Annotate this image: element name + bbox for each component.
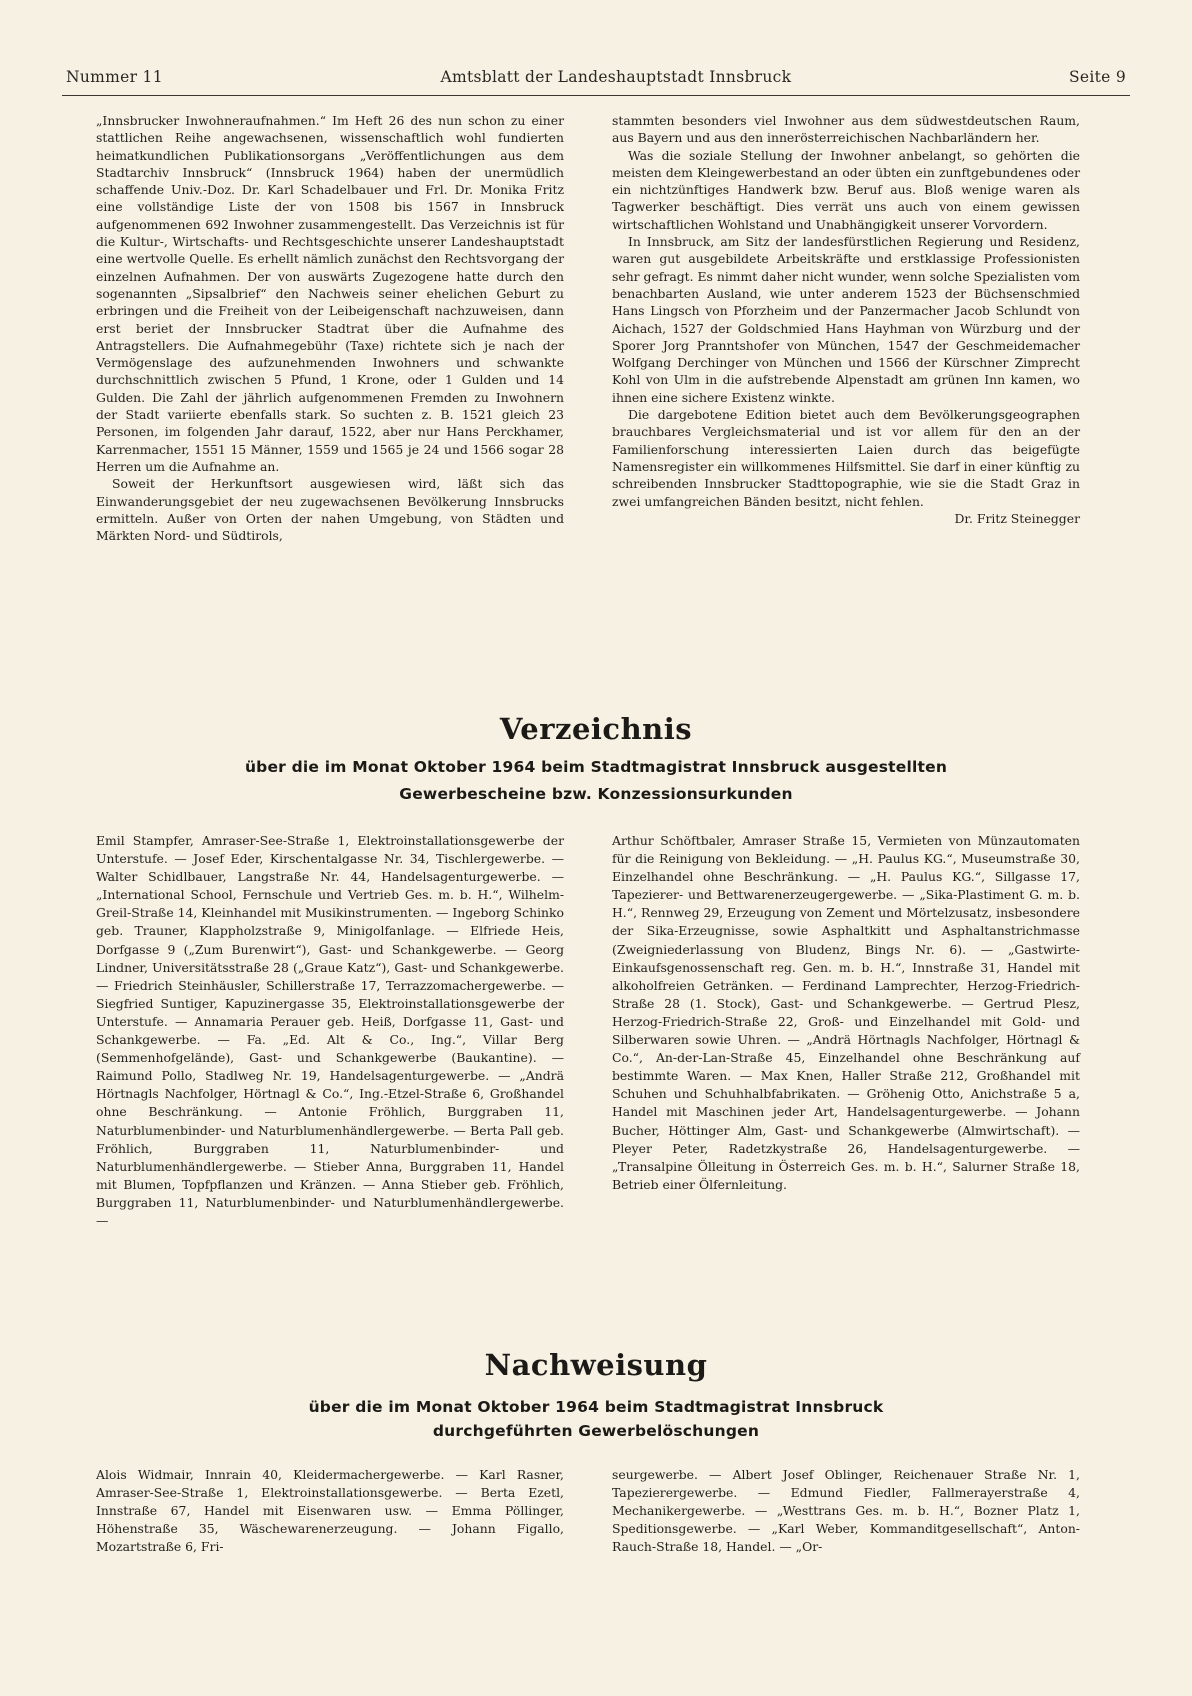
- article-paragraph: Die dargebotene Edition bietet auch dem Bevölkerungsgeographen brauchbares Vergleichsmaterial und ist vor allem für den an der Familienforschung interessierten Laien durch das beigefügte Namensregister ein willkommenes Hilfsmittel. Sie darf in einer künftig zu schreibenden Innsbrucker Stadttopographie, wie sie die Stadt Graz in zwei umfangreichen Bänden besitzt, nicht fehlen.: [612, 407, 1080, 509]
- nachweisung-subtitle-2: durchgeführten Gewerbelöschungen: [432, 1422, 760, 1440]
- verzeichnis-right-column: [612, 832, 1080, 1194]
- article-right-column: [612, 112, 1080, 527]
- issue-number: Nummer 11: [66, 68, 163, 86]
- nachweisung-subheading: [0, 1398, 1192, 1440]
- verzeichnis-heading: [0, 712, 1192, 746]
- article-paragraph: „Innsbrucker Inwohneraufnahmen.“ Im Heft 26 des nun schon zu einer stattlichen Reihe angewachsenen, wissenschaftlich wohl fundierten heimatkundlichen Publikationsorgans „Veröffentlichungen aus dem Stadtarchiv Innsbruck“ (Innsbruck 1964) haben der unermüdlich schaffende Univ.-Doz. Dr. Karl Schadelbauer und Frl. Dr. Monika Fritz eine vollständige Liste der von 1508 bis 1567 in Innsbruck aufgenommenen 692 Inwohner zusammengestellt. Das Verzeichnis ist für die Kultur-, Wirtschafts- und Rechtsgeschichte unserer Landeshauptstadt eine wertvolle Quelle. Es erhellt nämlich zunächst den Rechtsvorgang der einzelnen Aufnahmen. Der von auswärts Zugezogene hatte durch den sogenannten „Sipsalbrief“ den Nachweis seiner ehelichen Geburt zu erbringen und die Freiheit von der Leibeigenschaft nachzuweisen, dann erst beriet der Innsbrucker Stadtrat über die Aufnahme des Antragstellers. Die Aufnahmegebühr (Taxe) richtete sich je nach der Vermögenslage des aufzunehmenden Inwohners und schwankte durchschnittlich zwischen 5 Pfund, 1 Krone, oder 1 Gulden und 14 Gulden. Die Zahl der jährlich aufgenommenen Fremden zu Inwohnern der Stadt variierte ebenfalls stark. So suchten z. B. 1521 gleich 23 Personen, im folgenden Jahr darauf, 1522, aber nur Hans Perckhamer, Karrenmacher, 1551 15 Männer, 1559 und 1565 je 24 und 1566 sogar 28 Herren um die Aufnahme an.: [96, 113, 564, 474]
- verzeichnis-entries-left: Emil Stampfer, Amraser-See-Straße 1, Elektroinstallationsgewerbe der Unterstufe. — Josef Eder, Kirschentalgasse Nr. 34, Tischlergewerbe. — Walter Schidlbauer, Langstraße Nr. 44, Handelsagenturgewerbe. — „International School, Fernschule und Vertrieb Ges. m. b. H.“, Wilhelm-Greil-Straße 14, Kleinhandel mit Musikinstrumenten. — Ingeborg Schinko geb. Trauner, Klappholzstraße 9, Minigolfanlage. — Elfriede Heis, Dorfgasse 9 („Zum Burenwirt“), Gast- und Schankgewerbe. — Georg Lindner, Universitätsstraße 28 („Graue Katz“), Gast- und Schankgewerbe. — Friedrich Steinhäusler, Schillerstraße 17, Terrazzomachergewerbe. — Siegfried Suntiger, Kapuzinergasse 35, Elektroinstallationsgewerbe der Unterstufe. — Annamaria Perauer geb. Heiß, Dorfgasse 11, Gast- und Schankgewerbe. — Fa. „Ed. Alt & Co., Ing.“, Villar Berg (Semmenhofgelände), Gast- und Schankgewerbe (Baukantine). — Raimund Pollo, Stadlweg Nr. 19, Handelsagenturgewerbe. — „Andrä Hörtnagls Nachfolger, Hörtnagl & Co.“, Ing.-Etzel-Straße 6, Großhandel ohne Beschränkung. — Antonie Fröhlich, Burggraben 11, Naturblumenbinder- und Naturblumenhändlergewerbe. — Berta Pall geb. Fröhlich, Burggraben 11, Naturblumenbinder- und Naturblumenhändlergewerbe. — Stieber Anna, Burggraben 11, Handel mit Blumen, Topfpflanzen und Kränzen. — Anna Stieber geb. Fröhlich, Burggraben 11, Naturblumenbinder- und Naturblumenhändlergewerbe. —: [96, 833, 564, 1228]
- nachweisung-entries-right: seurgewerbe. — Albert Josef Oblinger, Reichenauer Straße Nr. 1, Tapezierergewerbe. — Edmund Fiedler, Fallmerayerstraße 4, Mechanikergewerbe. — „Westtrans Ges. m. b. H.“, Bozner Platz 1, Speditionsgewerbe. — „Karl Weber, Kommanditgesellschaft“, Anton-Rauch-Straße 18, Handel. — „Or-: [612, 1467, 1080, 1555]
- page-number: Seite 9: [1068, 68, 1126, 86]
- nachweisung-entries-left: Alois Widmair, Innrain 40, Kleidermachergewerbe. — Karl Rasner, Amraser-See-Straße 1, Elektroinstallationsgewerbe. — Berta Ezetl, Innstraße 67, Handel mit Eisenwaren usw. — Emma Pöllinger, Höhenstraße 35, Wäschewarenerzeugung. — Johann Figallo, Mozartstraße 6, Fri-: [96, 1467, 564, 1555]
- author-signature: Dr. Fritz Steinegger: [954, 510, 1080, 526]
- verzeichnis-left-column: [96, 832, 564, 1230]
- verzeichnis-subtitle-2: Gewerbescheine bzw. Konzessionsurkunden: [399, 785, 793, 803]
- publication-title: Amtsblatt der Landeshauptstadt Innsbruck: [440, 68, 792, 86]
- nachweisung-subtitle-1: über die im Monat Oktober 1964 beim Stadtmagistrat Innsbruck: [308, 1398, 884, 1416]
- nachweisung-title: Nachweisung: [484, 1348, 708, 1382]
- article-paragraph: In Innsbruck, am Sitz der landesfürstlichen Regierung und Residenz, waren gut ausgebildete Arbeitskräfte und erstklassige Professionisten sehr gefragt. Es nimmt daher nicht wunder, wenn solche Spezialisten vom benachbarten Ausland, wie unter anderem 1523 der Büchsenschmied Hans Lingsch von Pforzheim und der Panzermacher Jacob Schlundt von Aichach, 1527 der Goldschmied Hans Hayhman von Würzburg und der Sporer Jorg Pranntshofer von München, 1547 der Geschmeidemacher Wolfgang Derchinger von München und 1566 der Kürschner Zimprecht Kohl von Ulm in die aufstrebende Alpenstadt am grünen Inn kamen, wo ihnen eine sichere Existenz winkte.: [612, 234, 1080, 405]
- article-paragraph: Was die soziale Stellung der Inwohner anbelangt, so gehörten die meisten dem Kleingewerbestand an oder übten ein zunftgebundenes oder ein nichtzünftiges Handwerk bzw. Beruf aus. Bloß wenige waren als Tagwerker beschäftigt. Dies verrät uns auch von einem gewissen wirtschaftlichen Wohlstand und Unabhängigkeit unserer Vorvordern.: [612, 147, 1080, 232]
- page-header: [66, 68, 1126, 86]
- header-rule: [62, 95, 1130, 96]
- verzeichnis-title: Verzeichnis: [499, 712, 693, 746]
- verzeichnis-subtitle-1: über die im Monat Oktober 1964 beim Stadtmagistrat Innsbruck ausgestellten: [244, 758, 948, 776]
- verzeichnis-subheading: [0, 758, 1192, 803]
- article-paragraph: stammten besonders viel Inwohner aus dem südwestdeutschen Raum, aus Bayern und aus den innerösterreichischen Nachbarländern her.: [612, 113, 1080, 146]
- nachweisung-left-column: [96, 1466, 564, 1556]
- nachweisung-heading: [0, 1348, 1192, 1382]
- nachweisung-right-column: [612, 1466, 1080, 1556]
- article-paragraph: Soweit der Herkunftsort ausgewiesen wird, läßt sich das Einwanderungsgebiet der neu zugewachsenen Bevölkerung Innsbrucks ermitteln. Außer von Orten der nahen Umgebung, von Städten und Märkten Nord- und Südtirols,: [96, 476, 564, 544]
- article-left-column: [96, 112, 564, 544]
- verzeichnis-entries-right: Arthur Schöftbaler, Amraser Straße 15, Vermieten von Münzautomaten für die Reinigung von Bekleidung. — „H. Paulus KG.“, Museumstraße 30, Einzelhandel ohne Beschränkung. — „H. Paulus KG.“, Sillgasse 17, Tapezierer- und Bettwarenerzeugergewerbe. — „Sika-Plastiment G. m. b. H.“, Rennweg 29, Erzeugung von Zement und Mörtelzusatz, insbesondere der Sika-Erzeugnisse, sowie Asphaltkitt und Asphaltanstrichmasse (Zweigniederlassung von Bludenz, Bings Nr. 6). — „Gastwirte-Einkaufsgenossenschaft reg. Gen. m. b. H.“, Innstraße 31, Handel mit alkoholfreien Getränken. — Ferdinand Lamprechter, Herzog-Friedrich-Straße 28 (1. Stock), Gast- und Schankgewerbe. — Gertrud Plesz, Herzog-Friedrich-Straße 22, Groß- und Einzelhandel mit Gold- und Silberwaren sowie Uhren. — „Andrä Hörtnagls Nachfolger, Hörtnagl & Co.“, An-der-Lan-Straße 45, Einzelhandel ohne Beschränkung auf bestimmte Waren. — Max Knen, Haller Straße 212, Großhandel mit Schuhen und Schuhhalbfabrikaten. — Gröhenig Otto, Anichstraße 5 a, Handel mit Maschinen jeder Art, Handelsagenturgewerbe. — Johann Bucher, Höttinger Alm, Gast- und Schankgewerbe (Almwirtschaft). — Pleyer Peter, Radetzkystraße 26, Handelsagenturgewerbe. — „Transalpine Ölleitung in Österreich Ges. m. b. H.“, Salurner Straße 18, Betrieb einer Ölfernleitung.: [612, 833, 1080, 1192]
